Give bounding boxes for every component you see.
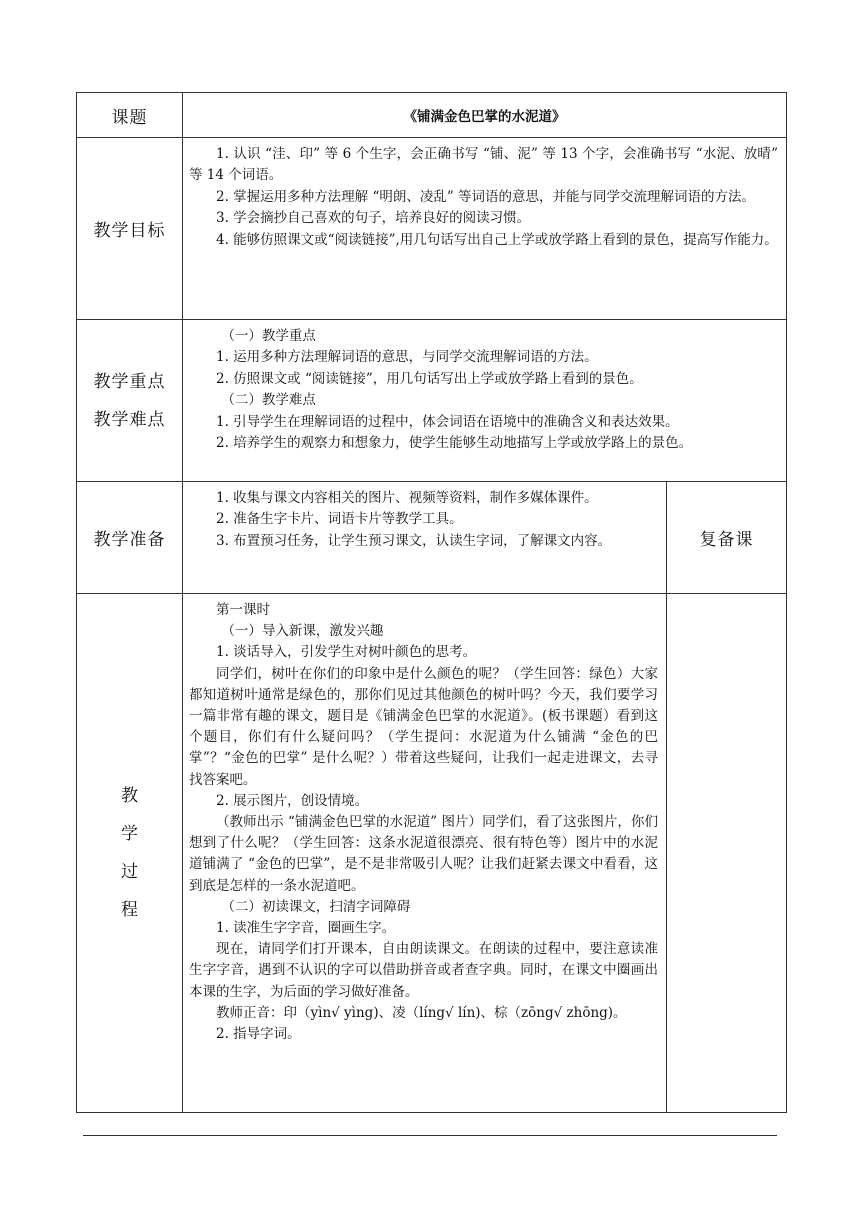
keypoints-item: 2. 仿照课文或 “阅读链接”，用几句话写出上学或放学路上看到的景色。: [216, 370, 643, 387]
difficulties-heading: （二）教学难点: [221, 392, 316, 409]
lesson-plan-table: [76, 92, 787, 1113]
process-label: [77, 594, 183, 1113]
keypoints-item: 1. 运用多种方法理解词语的意思，与同学交流理解词语的方法。: [216, 349, 598, 366]
section-heading: （一）导入新课，激发兴趣: [221, 623, 384, 640]
preparation-label: 教学准备: [77, 482, 183, 594]
preparation-content: [183, 482, 667, 594]
process-paragraph: 同学们，树叶在你们的印象中是什么颜色的呢？（学生回答：绿色）大家都知道树叶通常是绿色的，那你们见过其他颜色的树叶吗？今天，我们要学习一篇非常有趣的课文，题目是《铺满金色巴掌的水泥道》。(板书课题）看到这个题目，你们有什么疑问吗？（学生提问：水泥道为什么铺满 “金色的巴掌”？“金色的巴掌” 是什么呢？）带着这些疑问，让我们一起走进课文，去寻找答案吧。: [189, 665, 658, 788]
difficulties-item: 2. 培养学生的观察力和想象力，使学生能够生动地描写上学或放学路上的景色。: [216, 435, 693, 452]
keypoints-label: [77, 320, 183, 482]
preparation-item: 3. 布置预习任务，让学生预习课文，认读生字词，了解课文内容。: [216, 532, 612, 549]
process-label-char: 学: [121, 824, 138, 844]
process-paragraph: （教师出示 “铺满金色巴掌的水泥道” 图片）同学们，看了这张图片，你们想到了什么呢？（学生回答：这条水泥道很漂亮、很有特色等）图片中的水泥道铺满了 “金色的巴掌”，是不是非常吸引人呢？让我们赶紧去课文中看看，这到底是怎样的一条水泥道吧。: [189, 814, 658, 894]
section-heading: （二）初读课文，扫清字词障碍: [221, 898, 411, 915]
lesson-title-value: 《铺满金色巴掌的水泥道》: [183, 93, 787, 138]
difficulties-item: 1. 引导学生在理解词语的过程中，体会词语在语境中的准确含义和表达效果。: [216, 413, 679, 430]
pronunciation-note: 教师正音：印（yìn√ yìng)、凌（líng√ lín)、棕（zōng√ zhōng)。: [216, 1004, 627, 1021]
process-label-char: 教: [121, 786, 138, 806]
review-notes-cell: [667, 594, 787, 1113]
process-label-char: 程: [121, 900, 138, 920]
objectives-label: 教学目标: [77, 138, 183, 320]
objectives-content: [183, 138, 787, 320]
objective-item: 3. 学会摘抄自己喜欢的句子，培养良好的阅读习惯。: [216, 210, 531, 227]
step-heading: 1. 谈话导入，引发学生对树叶颜色的思考。: [216, 644, 477, 661]
keypoints-label-2: 教学难点: [93, 409, 166, 430]
step-heading: 1. 读准生字字音，圈画生字。: [216, 920, 396, 937]
keypoints-heading: （一）教学重点: [221, 328, 316, 344]
lesson-period-heading: 第一课时: [216, 602, 270, 618]
review-label: 复备课: [667, 482, 787, 594]
keypoints-label-1: 教学重点: [93, 371, 166, 392]
lesson-title-label: 课题: [77, 93, 183, 138]
process-label-char: 过: [121, 862, 138, 882]
preparation-item: 2. 准备生字卡片、词语卡片等教学工具。: [216, 511, 463, 528]
objective-item: 4. 能够仿照课文或“阅读链接”,用几句话写出自己上学或放学路上看到的景色，提高写作能力。: [216, 231, 778, 248]
step-heading: 2. 指导字词。: [216, 1026, 301, 1043]
process-paragraph: 现在，请同学们打开课本，自由朗读课文。在朗读的过程中，要注意读准生字字音，遇到不认识的字可以借助拼音或者查字典。同时，在课文中圈画出本课的生字，为后面的学习做好准备。: [189, 941, 658, 1000]
preparation-item: 1. 收集与课文内容相关的图片、视频等资料，制作多媒体课件。: [216, 490, 598, 506]
objective-item: 2. 掌握运用多种方法理解 “明朗、凌乱” 等词语的意思，并能与同学交流理解词语的方法。: [216, 188, 756, 205]
objective-item: 1. 认识 “洼、印” 等 6 个生字，会正确书写 “铺、泥” 等 13 个字，会准确书写 “水泥、放晴” 等 14 个词语。: [189, 146, 778, 184]
keypoints-content: [183, 320, 787, 482]
process-content: [183, 594, 667, 1113]
footer-divider: [83, 1135, 777, 1136]
step-heading: 2. 展示图片，创设情境。: [216, 792, 369, 809]
